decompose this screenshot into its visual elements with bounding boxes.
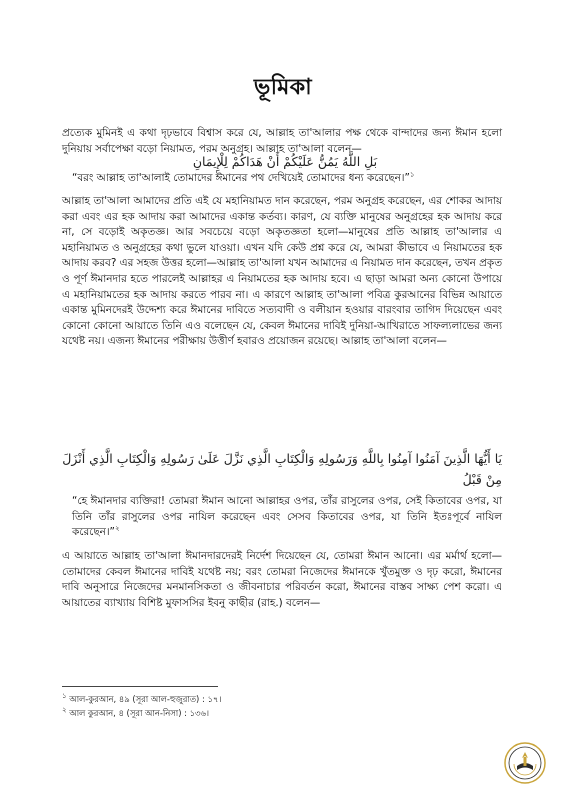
footnote-divider (62, 686, 218, 687)
paragraph-main: আল্লাহ তা'আলা আমাদের প্রতি এই যে মহানিয়ামত দান করেছেন, পরম অনুগ্রহ করেছেন, এর শোকর আদায় করা এবং এর হক আদায় করা আমাদের একান্ত কর্তব্য। কারণ, যে ব্যক্তি মানুষের অনুগ্রহের হক আদায় করে না, সে বড়োই অকৃতজ্ঞ। আর সবচেয়ে বড়ো অকৃতজ্ঞতা হলো—মানুষের প্রতি আল্লাহ তা'আলার এ মহানিয়ামত ও অনুগ্রহের কথা ভুলে যাওয়া। এখন যদি কেউ প্রশ্ন করে যে, আমরা কীভাবে এ নিয়ামতের হক আদায় করব? এর সহজ উত্তর হলো—আল্লাহ তা'আলা যখন আমাদের এ নিয়ামত দান করেছেন, তখন প্রকৃত ও পূর্ণ ঈমানদার হতে পারলেই আল্লাহর এ নিয়ামতের হক আদায় হবে। এ ছাড়া আমরা অন্য কোনো উপায়ে এ মহানিয়ামতের হক আদায় করতে পারব না। এ কারণে আল্লাহ তা'আলা পবিত্র কুরআনের বিভিন্ন আয়াতে একান্ত মুমিনদেরই উদ্দেশ্য করে ঈমানের দাবিতে সত্যবাদী ও বলীয়ান হওয়ার বারংবার তাগিদ দিয়েছেন এবং কোনো কোনো আয়াতে তিনি এও বলেছেন যে, কেবল ঈমানের দাবিই দুনিয়া-আখিরাতে সাফল্যলাভের জন্য যথেষ্ট নয়। এজন্য ঈমানের পরীক্ষায় উত্তীর্ণ হবারও প্রয়োজন রয়েছে। আল্লাহ তা'আলা বলেন— (62, 195, 502, 348)
footnote-number: ১ (62, 692, 67, 701)
footnote-text: আল কুরআন, ৪ (সূরা আন-নিসা) : ১৩৬। (69, 708, 209, 718)
quran-verse-1: بَلِ اللَّهُ يَمُنُّ عَلَيْكُمْ أَنْ هَدَاكُمْ لِلْإِيمَانِ (192, 154, 378, 169)
footnote-item (62, 706, 502, 720)
verse-translation-1 (72, 171, 502, 187)
footnotes (62, 692, 502, 720)
publisher-logo-icon (504, 742, 546, 784)
quran-verse-2: يَا أَيُّهَا الَّذِينَ آمَنُوا آمِنُوا بِاللَّهِ وَرَسُولِهِ وَالْكِتَابِ الَّذِي نَزَّلَ عَلَىٰ رَسُولِهِ وَالْكِتَابِ الَّذِي أَنْزَلَ مِنْ قَبْلُ (62, 451, 502, 487)
paragraph-intro: প্রত্যেক মুমিনই এ কথা দৃঢ়ভাবে বিশ্বাস করে যে, আল্লাহ তা'আলার পক্ষ থেকে বান্দাদের জন্য ঈমান হলো দুনিয়ায় সর্বাপেক্ষা বড়ো নিয়ামত, পরম অনুগ্রহ। আল্লাহ তা'আলা বলেন— (62, 127, 502, 155)
verse-translation-2 (72, 494, 502, 541)
footnote-text: আল-কুরআন, ৪৯ (সূরা আল-হুজুরাত) : ১৭। (69, 694, 222, 704)
verse-translation-2-text: “হে ঈমানদার ব্যক্তিরা! তোমরা ঈমান আনো আল্লাহর ওপর, তাঁর রাসুলের ওপর, সেই কিতাবের ওপর, যা তিনি তাঁর রাসুলের ওপর নাযিল করেছেন এবং সেসব কিতাবের ওপর, যা তিনি ইতঃপূর্বে নাযিল করেছেন।” (72, 495, 502, 539)
footnote-ref-2: ২ (114, 524, 120, 533)
paragraph-explanation: এ আয়াতে আল্লাহ তা'আলা ঈমানদারদেরই নির্দেশ দিয়েছেন যে, তোমরা ঈমান আনো। এর মর্মার্থ হলো—তোমাদের কেবল ঈমানের দাবিই যথেষ্ট নয়; বরং তোমরা নিজেদের ঈমানকে খুঁতমুক্ত ও দৃঢ় করো, ঈমানের দাবি অনুসারে নিজেদের মনমানসিকতা ও জীবনাচার পরিবর্তন করো, ঈমানের বাস্তব সাক্ষ্য পেশ করো। এ আয়াতের ব্যাখ্যায় বিশিষ্ট মুফাসসির ইবনু কাছীর (রাহ.) বলেন— (62, 550, 502, 609)
footnote-number: ২ (62, 706, 67, 715)
footnote-item (62, 692, 502, 706)
footnote-ref-1: ১ (409, 170, 415, 179)
verse-translation-1-text: “বরং আল্লাহ তা'আলাই তোমাদের ঈমানের পথ দেখিয়েই তোমাদের ধন্য করেছেন।” (72, 172, 410, 184)
page-title: ভূমিকা (253, 75, 313, 100)
